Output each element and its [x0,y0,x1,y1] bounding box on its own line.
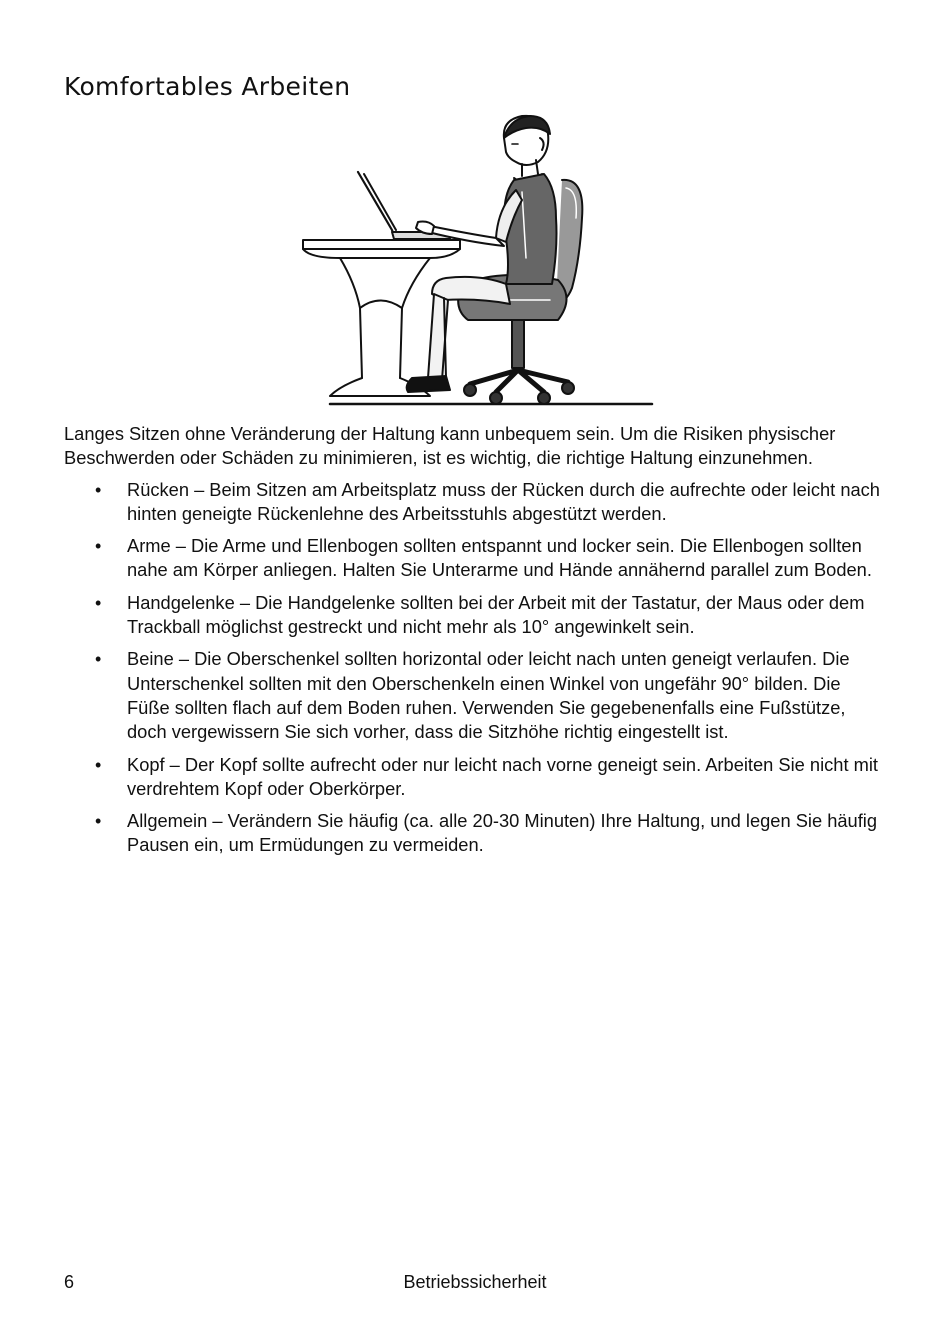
page-heading: Komfortables Arbeiten [64,72,351,101]
posture-guidelines-list [64,478,888,858]
bullet-icon: • [95,754,102,775]
footer-section-title: Betriebssicherheit [403,1272,547,1292]
list-item-arme [64,534,888,583]
list-item-text: Beine – Die Oberschenkel sollten horizontal oder leicht nach unten geneigt verlaufen. Die Unterschenkel sollten mit den Oberschenkeln einen Winkel von ungefähr 90° bilden. Die Füße sollten flach auf dem Boden ruhen. Verwenden Sie gegebenenfalls eine Fußstütze, doch vergewissern Sie sich vorher, dass die Sitzhöhe richtig eingestellt ist. [127,648,850,743]
bullet-icon: • [95,592,102,613]
bullet-icon: • [95,479,102,500]
list-item-text: Handgelenke – Die Handgelenke sollten bei der Arbeit mit der Tastatur, der Maus oder dem Trackball möglichst gestreckt und nicht mehr als 10° angewinkelt sein. [127,591,865,638]
footer-page-number: 6 [64,1272,75,1292]
list-item-handgelenke [64,591,888,640]
list-item-kopf [64,753,888,802]
intro-paragraph: Langes Sitzen ohne Veränderung der Haltung kann unbequem sein. Um die Risiken physischer Beschwerden oder Schäden zu minimieren, ist es wichtig, die richtige Haltung einzunehmen. [64,423,836,469]
ergonomic-posture-illustration [300,108,660,410]
seated-person-at-laptop-drawing [300,108,660,410]
list-item-beine [64,647,888,744]
list-item-text: Rücken – Beim Sitzen am Arbeitsplatz muss der Rücken durch die aufrechte oder leicht nach hinten geneigte Rückenlehne des Arbeitsstuhls abgestützt werden. [127,478,880,524]
list-item-text: Kopf – Der Kopf sollte aufrecht oder nur leicht nach vorne geneigt sein. Arbeiten Sie nicht mit verdrehtem Kopf oder Oberkörper. [127,753,878,799]
list-item-allgemein [64,809,888,858]
body-text [64,422,888,866]
bullet-icon: • [95,536,102,557]
list-item-ruecken [64,478,888,527]
list-item-text: Arme – Die Arme und Ellenbogen sollten entspannt und locker sein. Die Ellenbogen sollten nahe am Körper anliegen. Halten Sie Unterarme und Hände annähernd parallel zum Boden. [127,535,872,581]
list-item-text: Allgemein – Verändern Sie häufig (ca. alle 20-30 Minuten) Ihre Haltung, und legen Sie häufig Pausen ein, um Ermüdungen zu vermeiden. [127,810,878,856]
bullet-icon: • [95,649,102,670]
bullet-icon: • [95,811,102,832]
